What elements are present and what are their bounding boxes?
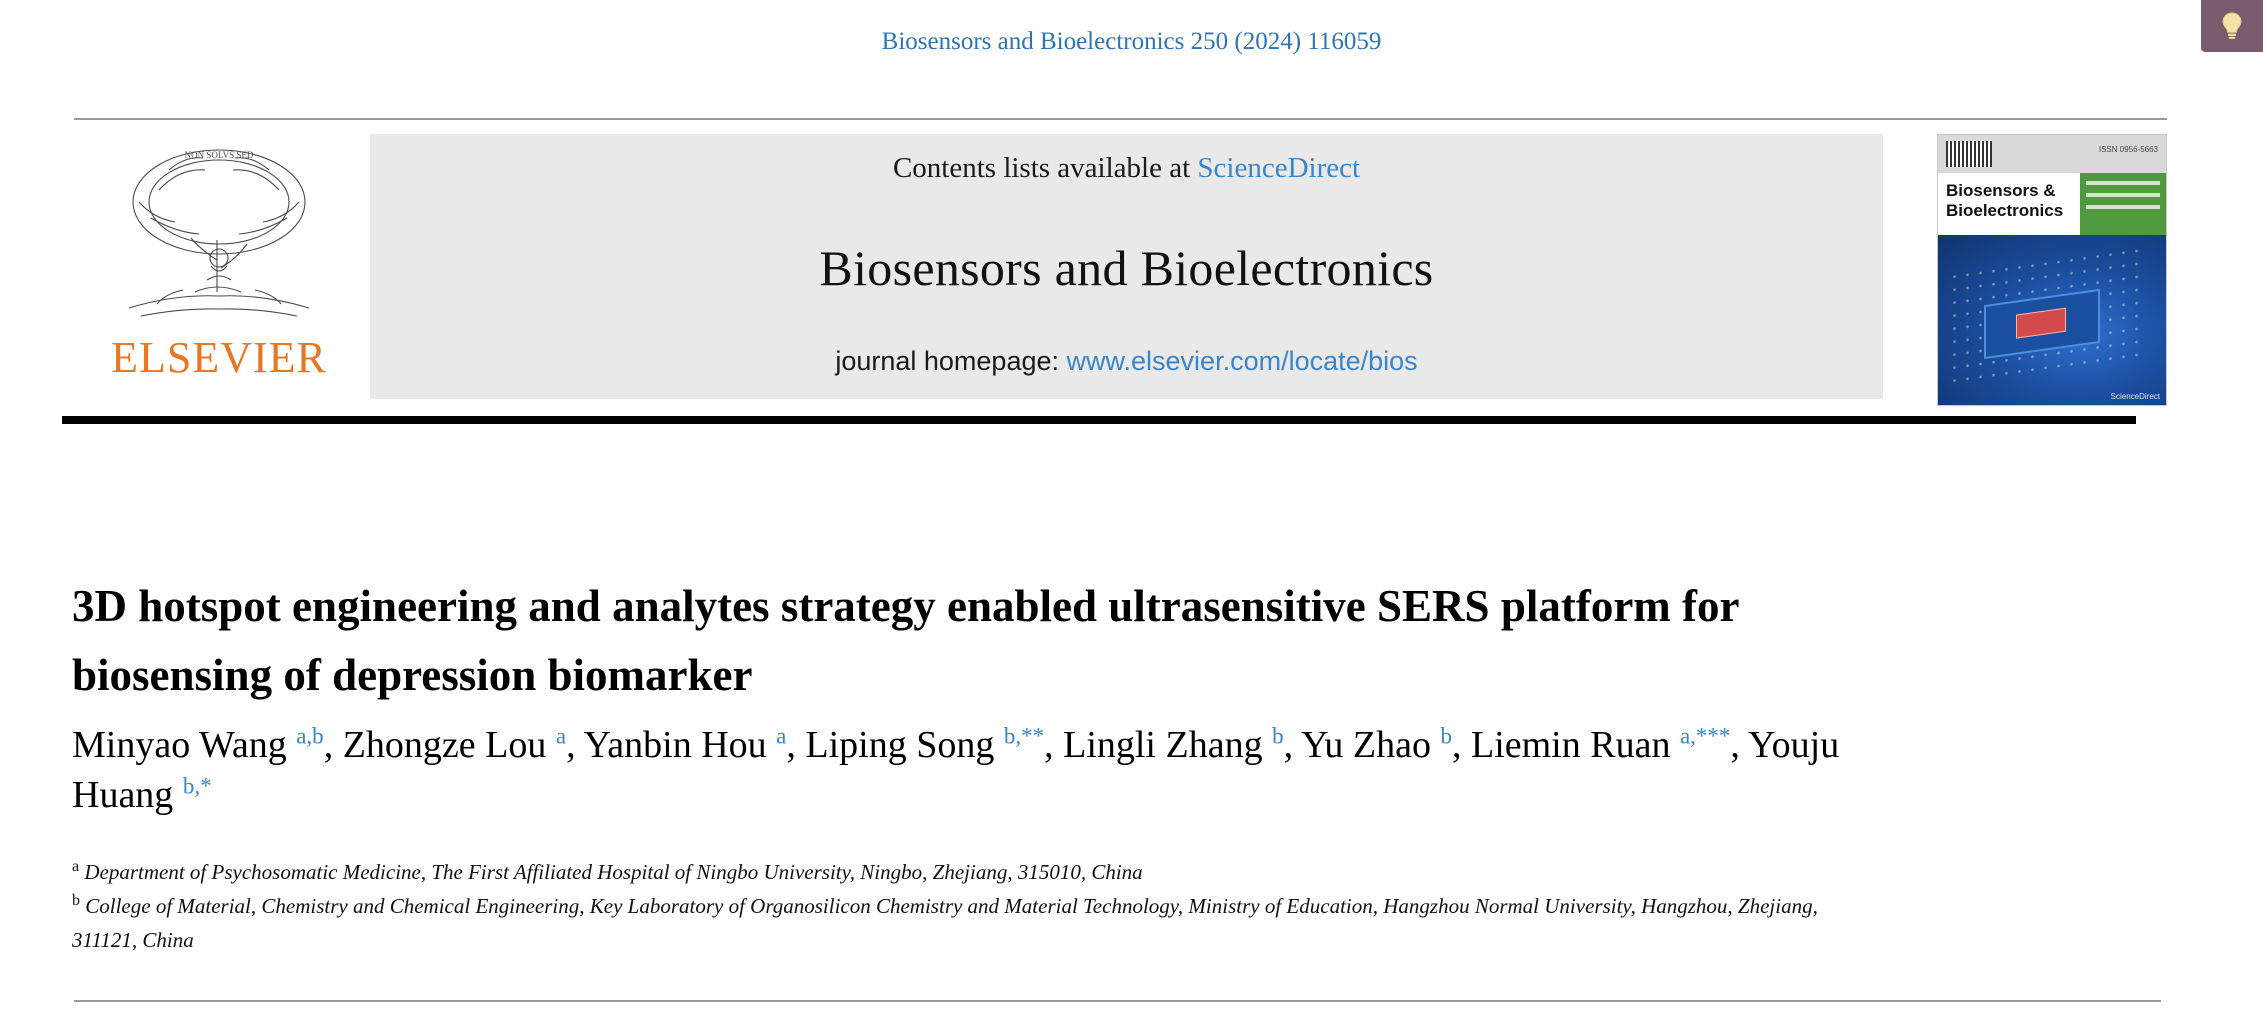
affiliation-b [72,889,1862,957]
affiliation-b-text: College of Material, Chemistry and Chemical Engineering, Key Laboratory of Organosilicon Chemistry and Material Technology, Ministry of Education, Hangzhou Normal University, Hangzhou, Zhejiang, 311121, China [72,894,1818,952]
barcode-icon [1946,141,1992,167]
elsevier-tree-icon [99,140,339,330]
hint-widget-button[interactable] [2201,0,2263,52]
homepage-prefix-text: journal homepage: [835,346,1059,376]
masthead-divider-rule [62,416,2136,424]
cover-title-line1: Biosensors & [1946,181,2056,200]
lightbulb-icon [2218,11,2246,41]
journal-title: Biosensors and Bioelectronics [819,239,1434,296]
affiliation-b-mark: b [72,892,80,909]
svg-text:NON SOLVS SED: NON SOLVS SED [184,150,254,160]
elsevier-wordmark: ELSEVIER [111,333,327,382]
author-list: Minyao Wang $^{a,b}$, Zhongze Lou $^a$, Yanbin Hou $^a$, Liping Song $^{b,**}$, Lingli Zhang $^b$, Yu Zhao $^b$, Liemin Ruan $^{a,***}$, Youju Huang $^{b,*}$ [72,723,1840,816]
cover-header-band [1938,135,2166,174]
affiliation-a-mark: a [72,858,80,875]
cover-issn: ISSN 0956-5663 [2098,145,2158,154]
article-title: 3D hotspot engineering and analytes strategy enabled ultrasensitive SERS platform for biosensing of depression biomarker [72,581,1739,701]
journal-masthead [74,118,2167,419]
journal-homepage-line [835,346,1417,377]
running-head: Biosensors and Bioelectronics 250 (2024) 116059 [881,28,1382,55]
section-divider-rule [74,1000,2161,1002]
cover-title-line2: Bioelectronics [1946,201,2064,220]
sciencedirect-link[interactable]: ScienceDirect [1197,152,1361,184]
cover-photo [1938,235,2166,405]
cover-title [1938,173,2080,235]
contents-prefix-text: Contents lists available at [892,152,1191,184]
contents-panel [370,134,1883,399]
elsevier-logo [74,134,364,419]
affiliation-a [72,855,1862,889]
cover-green-block [2080,173,2166,235]
cover-caption: ScienceDirect [2110,392,2160,401]
affiliations [72,855,1862,957]
journal-cover-image [1937,134,2167,406]
contents-available-line [893,152,1360,185]
affiliation-a-text: Department of Psychosomatic Medicine, The First Affiliated Hospital of Ningbo University, Ningbo, Zhejiang, 315010, China [84,860,1143,884]
journal-homepage-link[interactable]: www.elsevier.com/locate/bios [1066,346,1418,376]
